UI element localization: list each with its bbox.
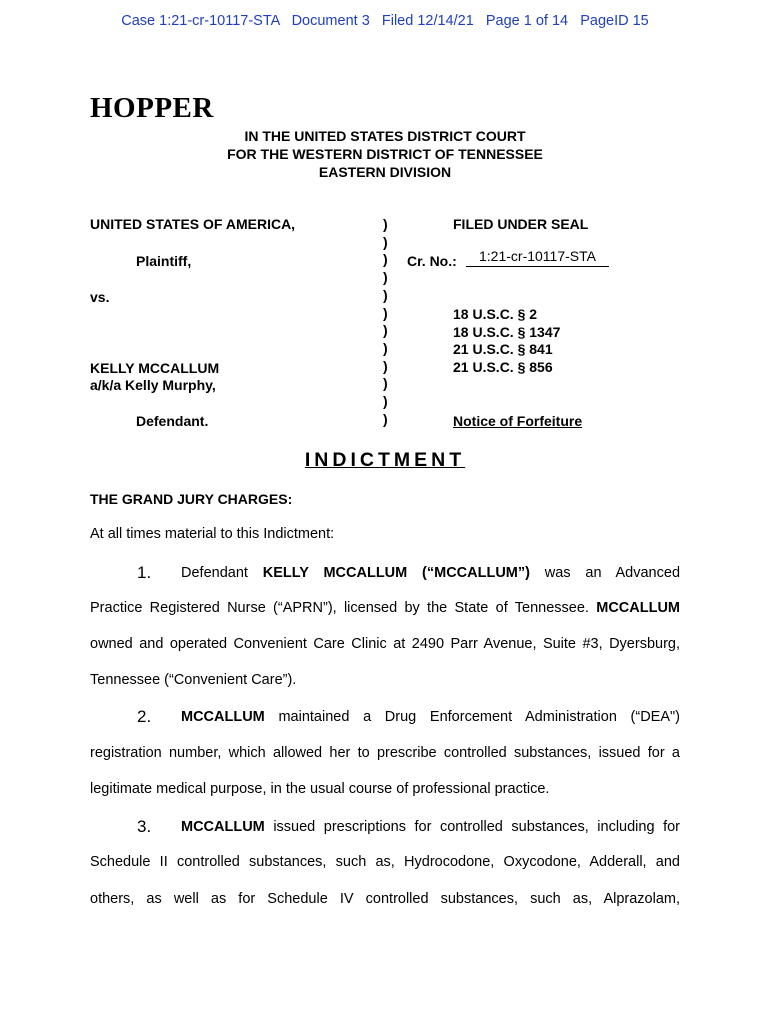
p2-line-2: registration number, which allowed her to prescribe controlled substances, issued for a: [90, 745, 680, 761]
page-indicator: Page 1 of 14: [485, 13, 569, 29]
filed-under-seal: FILED UNDER SEAL: [453, 216, 589, 232]
indictment-title: INDICTMENT: [304, 449, 466, 471]
p1-line-4: Tennessee (“Convenient Care”).: [90, 672, 297, 688]
p3-line-1: [181, 819, 680, 835]
case-header: [0, 13, 770, 29]
cr-number-label: Cr. No.:: [407, 253, 457, 269]
p1-text: Practice Registered Nurse (“APRN”), licensed by the State of Tennessee.: [90, 600, 589, 616]
paragraph-number: 1.: [137, 563, 152, 582]
document-title: [0, 449, 770, 472]
statute-item: 18 U.S.C. § 1347: [453, 323, 561, 340]
notice-of-forfeiture: Notice of Forfeiture: [453, 413, 583, 429]
intro-line: At all times material to this Indictment:: [90, 526, 335, 542]
statute-item: 21 U.S.C. § 856: [453, 359, 553, 376]
court-heading: [0, 127, 770, 181]
p3-text: issued prescriptions for controlled substances, including for: [273, 819, 680, 835]
p1-line-3: owned and operated Convenient Care Clinic at 2490 Parr Avenue, Suite #3, Dyersburg,: [90, 636, 680, 652]
p1-text: was an Advanced: [544, 565, 681, 581]
p3-line-2: Schedule II controlled substances, such as, Hydrocodone, Oxycodone, Adderall, and: [90, 854, 680, 870]
paragraph-number: 3.: [137, 817, 152, 836]
court-line-2: FOR THE WESTERN DISTRICT OF TENNESSEE: [227, 146, 543, 162]
p2-text: maintained a Drug Enforcement Administration (“DEA"): [278, 709, 681, 725]
document-number: Document 3: [291, 13, 370, 29]
paragraph-number: 2.: [137, 707, 152, 726]
court-line-1: IN THE UNITED STATES DISTRICT COURT: [244, 128, 526, 144]
versus: vs.: [90, 289, 110, 305]
p3-line-3: others, as well as for Schedule IV controlled substances, such as, Alprazolam,: [90, 891, 680, 907]
court-line-3: EASTERN DIVISION: [318, 164, 452, 180]
defendant-aka: a/k/a Kelly Murphy,: [90, 377, 216, 393]
page-id: PageID 15: [580, 13, 649, 29]
plaintiff-name: UNITED STATES OF AMERICA,: [90, 216, 296, 232]
filed-date: Filed 12/14/21: [381, 13, 474, 29]
p2-line-3: legitimate medical purpose, in the usual course of professional practice.: [90, 781, 550, 797]
statute-item: 21 U.S.C. § 841: [453, 341, 553, 358]
judge-stamp: HOPPER: [90, 92, 214, 124]
defendant-role: Defendant.: [136, 413, 209, 429]
defendant-bold: MCCALLUM: [181, 709, 265, 725]
defendant-bold: MCCALLUM: [181, 819, 265, 835]
defendant-name: KELLY MCCALLUM: [90, 360, 220, 376]
p1-line-2: [90, 600, 680, 616]
defendant-bold: KELLY MCCALLUM (“MCCALLUM”): [262, 565, 530, 581]
charges-heading: THE GRAND JURY CHARGES:: [90, 491, 293, 507]
p1-text: Defendant: [181, 565, 248, 581]
cr-number-field: 1:21-cr-10117-STA: [466, 247, 609, 267]
statutes-list: [453, 306, 560, 377]
defendant-bold: MCCALLUM: [596, 600, 680, 616]
case-number: Case 1:21-cr-10117-STA: [121, 13, 280, 29]
plaintiff-role: Plaintiff,: [136, 253, 192, 269]
statute-item: 18 U.S.C. § 2: [453, 306, 538, 322]
p2-line-1: [181, 709, 680, 725]
p1-line-1: [181, 565, 680, 581]
caption-separator: ) ) ) ) ) ) ) ) ) ) ) ): [383, 216, 388, 427]
